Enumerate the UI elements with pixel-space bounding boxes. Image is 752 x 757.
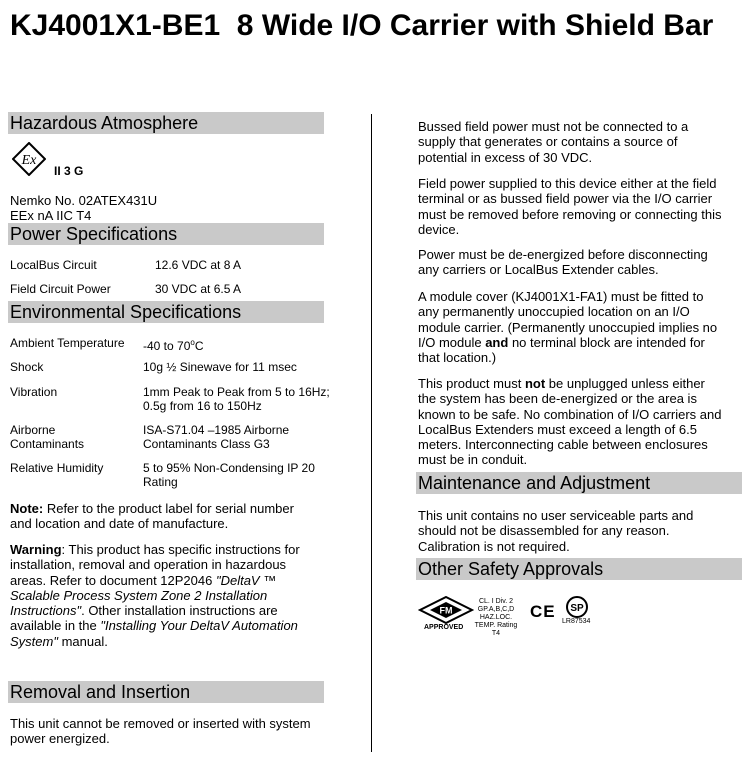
column-divider <box>371 114 372 752</box>
humidity-label: Relative Humidity <box>10 461 104 475</box>
bussed-field-paragraph: Bussed field power must not be connected to a supply that generates or contains a source of potential in excess of 30 VDC. <box>418 119 689 165</box>
fm-approved-icon <box>418 596 474 634</box>
note-paragraph: Note: Refer to the product label for serial number and location and date of manufacture. <box>10 501 294 532</box>
airborne-value-line2: Contaminants Class G3 <box>143 437 270 451</box>
field-power-paragraph: Field power supplied to this device either at the field terminal or as bussed field power via the I/O carrier must be removed before removing or connecting this device. <box>418 176 722 237</box>
csa-number: LR87534 <box>562 618 591 625</box>
fm-approved-label: APPROVED <box>424 624 464 631</box>
shock-label: Shock <box>10 360 44 374</box>
airborne-label-line2: Contaminants <box>10 437 85 451</box>
ex-mark-text: Ex <box>21 153 37 168</box>
warning-paragraph: Warning: This product has specific instructions for installation, removal and operation in hazardous areas. Refer to document 12P2046 "DeltaV ™ Scalable Process System Zone 2 Installation Instructions". Other installation instructions are available in the "Installing Your DeltaV Automation System" manual. <box>10 542 300 649</box>
ambient-label: Ambient Temperature <box>10 336 125 350</box>
de-energize-paragraph: Power must be de-energized before disconnecting any carriers or LocalBus Extender cables. <box>418 247 708 278</box>
vibration-label: Vibration <box>10 385 58 399</box>
maintenance-paragraph: This unit contains no user serviceable parts and should not be disassembled for any reason. Calibration is not required. <box>418 508 694 554</box>
environmental-specifications-heading: Environmental Specifications <box>8 301 324 323</box>
unplug-paragraph: This product must not be unplugged unless either the system has been de-energized or the area is known to be safe. No combination of I/O carriers and LocalBus Extenders must exceed a length of 6.5 meters. Interconnecting cable between enclosures must be in conduit. <box>418 376 722 468</box>
ce-mark-icon: CE <box>530 602 556 621</box>
localbus-label: LocalBus Circuit <box>10 258 97 272</box>
ex-mark-icon <box>12 142 46 181</box>
ambient-value: -40 to 70$^o$C <box>143 338 204 353</box>
localbus-value: 12.6 VDC at 8 A <box>155 258 242 272</box>
hazardous-atmosphere-heading: Hazardous Atmosphere <box>8 112 324 134</box>
removal-insertion-heading: Removal and Insertion <box>8 681 324 703</box>
fm-approval-details: CL. I Div. 2 GP.A,B,C,D HAZ.LOC. TEMP. Rating T4 <box>474 598 518 637</box>
module-cover-paragraph: A module cover (KJ4001X1-FA1) must be fitted to any permanently unoccupied location on an I/O module carrier. (Permanently unoccupied implies no I/O module and no terminal block are intended for that location.) <box>418 289 718 366</box>
humidity-value-line1: 5 to 95% Non-Condensing IP 20 <box>143 461 315 475</box>
atex-category: II 3 G <box>54 164 84 178</box>
safety-approvals-heading: Other Safety Approvals <box>416 558 742 580</box>
field-power-label: Field Circuit Power <box>10 282 111 296</box>
nemko-cert: Nemko No. 02ATEX431U <box>10 193 158 208</box>
field-power-value: 30 VDC at 6.5 A <box>155 282 242 296</box>
page-title: KJ4001X1-BE1 8 Wide I/O Carrier with Shield Bar <box>10 9 714 42</box>
vibration-value-line1: 1mm Peak to Peak from 5 to 16Hz; <box>143 385 330 399</box>
eex-protection: EEx nA IIC T4 <box>10 208 92 223</box>
removal-paragraph: This unit cannot be removed or inserted with system power energized. <box>10 716 311 747</box>
svg-text:SP: SP <box>570 603 584 614</box>
svg-text:FM: FM <box>439 605 453 616</box>
humidity-value-line2: Rating <box>143 475 178 489</box>
power-specifications-heading: Power Specifications <box>8 223 324 245</box>
maintenance-heading: Maintenance and Adjustment <box>416 472 742 494</box>
vibration-value-line2: 0.5g from 16 to 150Hz <box>143 399 262 413</box>
airborne-value-line1: ISA-S71.04 –1985 Airborne <box>143 423 290 437</box>
airborne-label-line1: Airborne <box>10 423 56 437</box>
csa-mark-icon <box>562 596 596 626</box>
shock-value: 10g ½ Sinewave for 11 msec <box>143 360 297 374</box>
